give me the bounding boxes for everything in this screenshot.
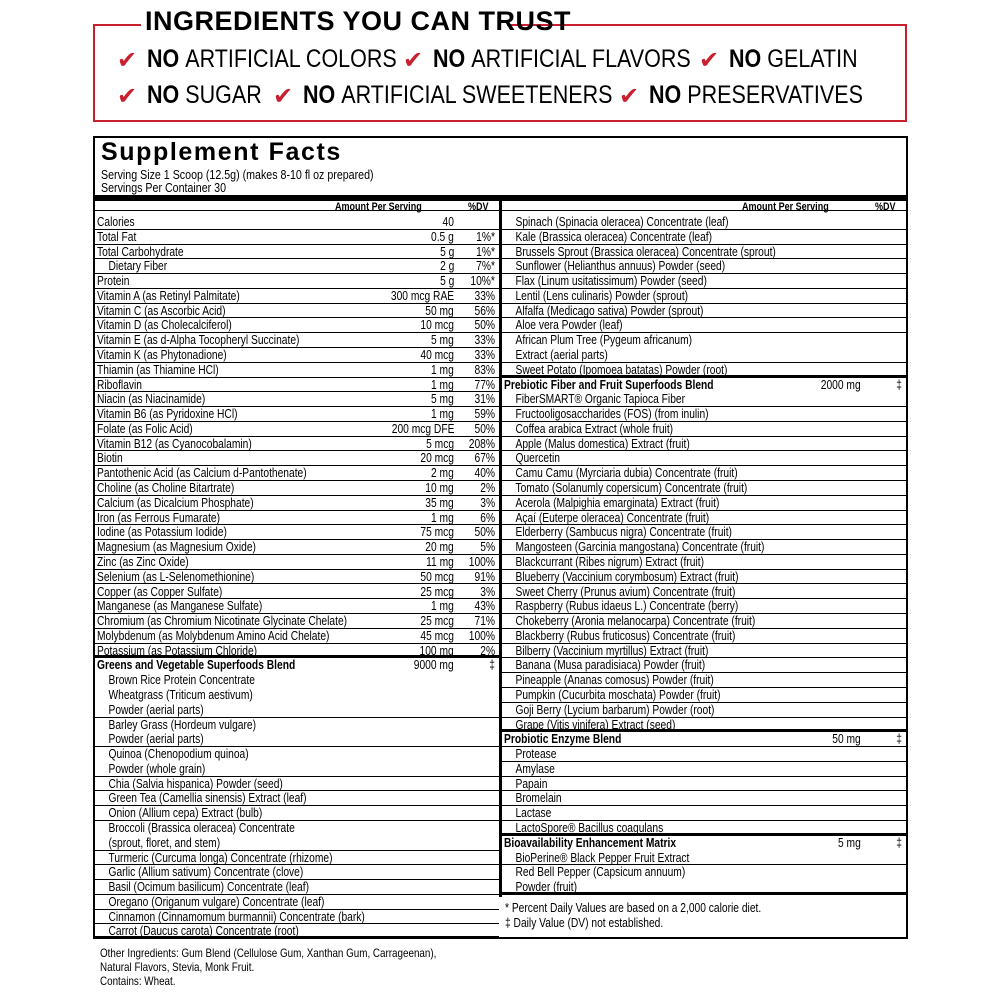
nutrient-label: Zinc (as Zinc Oxide) <box>97 554 189 569</box>
nutrient-row <box>95 851 499 866</box>
nutrient-row <box>502 747 906 762</box>
nutrient-label: Pantothenic Acid (as Calcium d-Pantothenate) <box>97 466 307 481</box>
nutrient-row <box>95 540 499 555</box>
nutrient-amount: 25 mcg <box>420 614 454 629</box>
nutrient-amount: 35 mg <box>425 495 454 510</box>
nutrient-label: Copper (as Copper Sulfate) <box>97 584 223 599</box>
nutrient-label: Iodine (as Potassium Iodide) <box>97 525 227 540</box>
nutrient-amount: 25 mcg <box>420 584 454 599</box>
nutrient-dv: 43% <box>474 599 495 614</box>
nutrient-label: Goji Berry (Lycium barbarum) Powder (root) <box>515 702 715 717</box>
nutrient-label: Garlic (Allium sativum) Concentrate (clove) <box>108 865 304 880</box>
header-dv: %DV <box>875 201 896 213</box>
nutrient-label: Greens and Vegetable Superfoods Blend <box>97 658 296 673</box>
nutrient-label: African Plum Tree (Pygeum africanum) <box>515 333 693 348</box>
nutrient-row <box>95 245 499 260</box>
nutrient-label: Vitamin A (as Retinyl Palmitate) <box>97 288 240 303</box>
footnotes <box>501 901 906 930</box>
nutrient-row <box>95 629 499 644</box>
nutrient-label: Bromelain <box>515 791 562 806</box>
nutrient-amount: 10 mcg <box>420 318 454 333</box>
contains-allergen: Contains: Wheat. <box>100 974 176 988</box>
nutrient-amount: 100 mg <box>419 643 454 658</box>
nutrient-row <box>502 407 906 422</box>
nutrient-label: Powder (aerial parts) <box>108 702 204 717</box>
nutrient-dv: 1%* <box>476 244 495 259</box>
nutrient-label: Barley Grass (Hordeum vulgare) <box>108 717 257 732</box>
nutrient-row <box>95 599 499 614</box>
nutrient-amount: 1 mg <box>431 362 454 377</box>
nutrient-dv: 33% <box>474 288 495 303</box>
nutrient-row <box>502 599 906 614</box>
nutrient-row <box>95 865 499 880</box>
nutrient-amount: 1 mg <box>431 377 454 392</box>
nutrient-row <box>95 392 499 407</box>
nutrient-label: Vitamin D (as Cholecalciferol) <box>97 318 232 333</box>
nutrient-row <box>502 658 906 673</box>
header-amount: Amount Per Serving <box>335 201 422 213</box>
nutrient-label: Powder (aerial parts) <box>108 732 204 747</box>
nutrient-label: Apple (Malus domestica) Extract (fruit) <box>515 436 690 451</box>
nutrient-row <box>502 644 906 659</box>
nutrient-dv: ‡ <box>489 658 495 673</box>
nutrient-dv: 50% <box>474 421 495 436</box>
nutrient-label: FiberSMART® Organic Tapioca Fiber <box>515 392 686 407</box>
nutrient-dv: 33% <box>474 333 495 348</box>
nutrient-dv: ‡ <box>896 835 902 850</box>
nutrient-label: BioPerine® Black Pepper Fruit Extract <box>515 850 690 865</box>
banner-title: INGREDIENTS YOU CAN TRUST <box>145 6 572 36</box>
nutrient-row <box>95 836 499 851</box>
nutrient-row <box>502 718 906 733</box>
nutrient-label: Tomato (Solanumly copersicum) Concentrate (fruit) <box>515 481 748 496</box>
nutrient-label: Magnesium (as Magnesium Oxide) <box>97 540 256 555</box>
nutrient-dv: 3% <box>480 584 495 599</box>
nutrient-label: Vitamin E (as d-Alpha Tocopheryl Succinate) <box>97 333 300 348</box>
nutrient-dv: 208% <box>468 436 495 451</box>
nutrient-row <box>95 614 499 629</box>
nutrient-row <box>502 762 906 777</box>
nutrient-label: Choline (as Choline Bitartrate) <box>97 481 235 496</box>
nutrient-label: Quinoa (Chenopodium quinoa) <box>108 747 249 762</box>
nutrient-label: Turmeric (Curcuma longa) Concentrate (rhizome) <box>108 850 333 865</box>
nutrient-amount: 5 g <box>439 244 454 259</box>
nutrient-label: Powder (whole grain) <box>108 761 206 776</box>
nutrient-label: Alfalfa (Medicago sativa) Powder (sprout) <box>515 303 704 318</box>
blend-row <box>95 658 499 673</box>
nutrient-row <box>95 230 499 245</box>
nutrient-label: Oregano (Origanum vulgare) Concentrate (leaf) <box>108 894 325 909</box>
nutrient-dv: 3% <box>480 495 495 510</box>
nutrient-amount: 20 mcg <box>420 451 454 466</box>
nutrient-label: Manganese (as Manganese Sulfate) <box>97 599 263 614</box>
nutrient-label: Coffea arabica Extract (whole fruit) <box>515 421 674 436</box>
nutrient-row <box>95 407 499 422</box>
nutrient-label: Green Tea (Camellia sinensis) Extract (leaf) <box>108 791 307 806</box>
nutrient-label: Sweet Cherry (Prunus avium) Concentrate (fruit) <box>515 584 736 599</box>
nutrient-row <box>95 806 499 821</box>
nutrient-row <box>502 466 906 481</box>
nutrient-row <box>95 910 499 925</box>
nutrient-row <box>502 673 906 688</box>
nutrient-label: Iron (as Ferrous Fumarate) <box>97 510 221 525</box>
nutrient-row <box>502 880 906 895</box>
checkmark-icon: ✔ <box>117 81 138 110</box>
nutrient-label: Acerola (Malpighia emarginata) Extract (fruit) <box>515 495 720 510</box>
nutrient-row <box>95 747 499 762</box>
nutrient-row <box>502 806 906 821</box>
nutrient-row <box>502 821 906 836</box>
nutrient-row <box>95 481 499 496</box>
nutrient-dv: 10%* <box>470 274 495 289</box>
nutrient-amount: 5 mg <box>431 392 454 407</box>
nutrient-label: Carrot (Daucus carota) Concentrate (root) <box>108 924 299 939</box>
nutrient-label: Red Bell Pepper (Capsicum annuum) <box>515 865 686 880</box>
nutrient-amount: 50 mg <box>425 303 454 318</box>
nutrient-amount: 40 mcg <box>420 348 454 363</box>
nutrient-row <box>95 688 499 703</box>
nutrient-row <box>502 703 906 718</box>
checkmark-icon: ✔ <box>273 81 294 110</box>
nutrient-label: Dietary Fiber <box>108 259 168 274</box>
nutrient-row <box>95 880 499 895</box>
nutrient-row <box>502 348 906 363</box>
left-column-header <box>95 195 499 211</box>
nutrient-row <box>502 540 906 555</box>
nutrient-dv: 50% <box>474 318 495 333</box>
nutrient-row <box>502 318 906 333</box>
nutrient-label: Niacin (as Niacinamide) <box>97 392 206 407</box>
nutrient-dv: 71% <box>474 614 495 629</box>
footnote-not-established: ‡ Daily Value (DV) not established. <box>505 916 664 930</box>
nutrient-label: Chia (Salvia hispanica) Powder (seed) <box>108 776 283 791</box>
nutrient-dv: ‡ <box>896 732 902 747</box>
nutrient-row <box>95 437 499 452</box>
nutrient-amount: 5 mcg <box>426 436 454 451</box>
nutrient-label: LactoSpore® Bacillus coagulans <box>515 820 664 835</box>
nutrient-label: Probiotic Enzyme Blend <box>504 732 622 747</box>
nutrient-row <box>502 333 906 348</box>
nutrient-label: Molybdenum (as Molybdenum Amino Acid Chelate) <box>97 628 330 643</box>
nutrient-label: Camu Camu (Myrciaria dubia) Concentrate (fruit) <box>515 466 738 481</box>
nutrient-row <box>502 245 906 260</box>
nutrient-label: Blueberry (Vaccinium corymbosum) Extract (fruit) <box>515 569 739 584</box>
header-amount: Amount Per Serving <box>742 201 829 213</box>
nutrient-row <box>502 392 906 407</box>
nutrient-label: Basil (Ocimum basilicum) Concentrate (leaf) <box>108 880 309 895</box>
nutrient-dv: 6% <box>480 510 495 525</box>
nutrient-label: Grape (Vitis vinifera) Extract (seed) <box>515 717 676 732</box>
nutrient-row <box>502 437 906 452</box>
nutrient-label: Brussels Sprout (Brassica oleracea) Concentrate (sprout) <box>515 244 776 259</box>
claim-no-preservatives: ✔ NO PRESERVATIVES <box>619 81 864 110</box>
nutrient-dv: 7%* <box>476 259 495 274</box>
nutrient-amount: 11 mg <box>426 554 454 569</box>
nutrient-dv: 77% <box>474 377 495 392</box>
nutrient-row <box>95 348 499 363</box>
claim-no-sugar: ✔ NO SUGAR <box>117 81 262 110</box>
nutrient-label: Riboflavin <box>97 377 143 392</box>
nutrient-amount: 50 mcg <box>420 569 454 584</box>
nutrient-label: Onion (Allium cepa) Extract (bulb) <box>108 806 263 821</box>
nutrient-dv: 2% <box>480 643 495 658</box>
serving-size: Serving Size 1 Scoop (12.5g) (makes 8-10 fl oz prepared) <box>101 167 374 182</box>
nutrient-label: Selenium (as L-Selenomethionine) <box>97 569 255 584</box>
nutrient-label: Fructooligosaccharides (FOS) (from inulin) <box>515 407 709 422</box>
nutrient-row <box>95 821 499 836</box>
nutrient-label: Blackcurrant (Ribes nigrum) Extract (fruit) <box>515 554 705 569</box>
nutrient-row <box>502 496 906 511</box>
nutrient-row <box>95 585 499 600</box>
nutrient-label: Chromium (as Chromium Nicotinate Glycinate Chelate) <box>97 614 348 629</box>
checkmark-icon: ✔ <box>117 45 138 74</box>
nutrient-label: Aloe vera Powder (leaf) <box>515 318 623 333</box>
nutrient-row <box>502 511 906 526</box>
nutrient-amount: 20 mg <box>425 540 454 555</box>
nutrient-label: Potassium (as Potassium Chloride) <box>97 643 258 658</box>
nutrient-row <box>95 570 499 585</box>
nutrient-amount: 1 mg <box>431 407 454 422</box>
nutrient-row <box>95 644 499 659</box>
nutrient-row <box>502 230 906 245</box>
nutrient-row <box>502 585 906 600</box>
nutrient-row <box>95 777 499 792</box>
nutrient-label: Vitamin K (as Phytonadione) <box>97 348 227 363</box>
nutrient-label: Elderberry (Sambucus nigra) Concentrate (fruit) <box>515 525 732 540</box>
nutrient-label: Pineapple (Ananas comosus) Powder (fruit) <box>515 673 714 688</box>
nutrient-dv: 31% <box>474 392 495 407</box>
nutrient-row <box>95 466 499 481</box>
nutrient-amount: 5 g <box>439 274 454 289</box>
nutrient-row <box>95 259 499 274</box>
nutrient-label: Açaí (Euterpe oleracea) Concentrate (fruit) <box>515 510 710 525</box>
nutrient-amount: 2 mg <box>431 466 454 481</box>
nutrient-row <box>502 481 906 496</box>
nutrient-label: Quercetin <box>515 451 560 466</box>
nutrient-label: Kale (Brassica oleracea) Concentrate (leaf) <box>515 229 713 244</box>
nutrient-label: Prebiotic Fiber and Fruit Superfoods Blend <box>504 377 714 392</box>
nutrient-label: (sprout, floret, and stem) <box>108 835 221 850</box>
claim-no-artificial-sweeteners: ✔ NO ARTIFICIAL SWEETENERS <box>273 81 613 110</box>
nutrient-row <box>95 555 499 570</box>
nutrient-dv: ‡ <box>896 377 902 392</box>
nutrient-row <box>95 673 499 688</box>
nutrient-label: Lentil (Lens culinaris) Powder (sprout) <box>515 288 689 303</box>
nutrient-dv: 2% <box>480 481 495 496</box>
nutrient-label: Raspberry (Rubus idaeus L.) Concentrate (berry) <box>515 599 739 614</box>
nutrient-label: Banana (Musa paradisiaca) Powder (fruit) <box>515 658 706 673</box>
other-ingredients-line: Other Ingredients: Gum Blend (Cellulose Gum, Xanthan Gum, Carrageenan), <box>100 946 437 960</box>
nutrient-row <box>95 718 499 733</box>
nutrient-label: Broccoli (Brassica oleracea) Concentrate <box>108 820 295 835</box>
nutrient-amount: 0.5 g <box>431 229 454 244</box>
supplement-facts-panel <box>93 136 908 939</box>
nutrient-row <box>95 511 499 526</box>
nutrient-row <box>502 614 906 629</box>
checkmark-icon: ✔ <box>699 45 720 74</box>
nutrient-amount: 1 mg <box>431 599 454 614</box>
nutrient-row <box>502 570 906 585</box>
footnote-dv: * Percent Daily Values are based on a 2,000 calorie diet. <box>505 901 762 915</box>
nutrient-label: Calcium (as Dicalcium Phosphate) <box>97 495 254 510</box>
nutrient-dv: 59% <box>474 407 495 422</box>
claim-no-gelatin: ✔ NO GELATIN <box>699 45 858 74</box>
other-ingredients-line: Natural Flavors, Stevia, Monk Fruit. <box>100 960 255 974</box>
nutrient-dv: 1%* <box>476 229 495 244</box>
nutrient-amount: 50 mg <box>832 732 861 747</box>
nutrient-label: Wheatgrass (Triticum aestivum) <box>108 687 253 702</box>
nutrient-label: Protease <box>515 747 557 762</box>
nutrient-amount: 10 mg <box>425 481 454 496</box>
claim-no-artificial-colors: ✔ NO ARTIFICIAL COLORS <box>117 45 397 74</box>
nutrient-label: Amylase <box>515 761 555 776</box>
nutrient-row <box>502 289 906 304</box>
nutrient-row <box>502 851 906 866</box>
nutrient-row <box>95 363 499 378</box>
nutrient-label: Sunflower (Helianthus annuus) Powder (seed) <box>515 259 726 274</box>
nutrient-label: Mangosteen (Garcinia mangostana) Concentrate (fruit) <box>515 540 765 555</box>
nutrient-label: Total Fat <box>97 229 137 244</box>
nutrient-row <box>95 525 499 540</box>
nutrient-dv: 33% <box>474 348 495 363</box>
nutrient-amount: 9000 mg <box>414 658 454 673</box>
nutrient-amount: 2 g <box>439 259 454 274</box>
nutrient-label: Lactase <box>515 806 552 821</box>
nutrient-row <box>95 496 499 511</box>
nutrient-row <box>95 333 499 348</box>
nutrient-label: Spinach (Spinacia oleracea) Concentrate (leaf) <box>515 215 729 229</box>
header-dv: %DV <box>468 201 489 213</box>
nutrient-row <box>95 215 499 230</box>
nutrient-label: Bilberry (Vaccinium myrtillus) Extract (fruit) <box>515 643 709 658</box>
nutrient-label: Pumpkin (Cucurbita moschata) Powder (fruit) <box>515 687 721 702</box>
nutrient-label: Sweet Potato (Ipomoea batatas) Powder (root) <box>515 362 728 377</box>
supplement-facts-title: Supplement Facts <box>101 138 342 166</box>
nutrient-label: Flax (Linum usitatissimum) Powder (seed) <box>515 274 707 289</box>
nutrient-label: Vitamin C (as Ascorbic Acid) <box>97 303 226 318</box>
right-column-header <box>502 195 906 211</box>
nutrient-amount: 200 mcg DFE <box>391 421 454 436</box>
nutrient-label: Powder (fruit) <box>515 880 578 895</box>
nutrient-label: Calories <box>97 215 135 229</box>
nutrient-row <box>95 451 499 466</box>
nutrient-label: Brown Rice Protein Concentrate <box>108 673 255 688</box>
nutrient-row <box>502 422 906 437</box>
nutrient-row <box>95 703 499 718</box>
nutrient-amount: 2000 mg <box>821 377 861 392</box>
nutrient-row <box>95 924 499 939</box>
nutrient-row <box>95 422 499 437</box>
nutrient-row <box>95 791 499 806</box>
nutrient-row <box>502 451 906 466</box>
other-ingredients <box>100 946 510 988</box>
nutrient-row <box>95 274 499 289</box>
nutrient-row <box>502 688 906 703</box>
nutrient-label: Papain <box>515 776 548 791</box>
nutrient-dv: 40% <box>474 466 495 481</box>
nutrient-label: Thiamin (as Thiamine HCl) <box>97 362 219 377</box>
nutrient-row <box>95 318 499 333</box>
nutrient-dv: 50% <box>474 525 495 540</box>
nutrient-amount: 45 mcg <box>420 628 454 643</box>
nutrient-amount: 5 mg <box>431 333 454 348</box>
nutrient-row <box>502 791 906 806</box>
nutrient-row <box>95 732 499 747</box>
nutrient-dv: 67% <box>474 451 495 466</box>
checkmark-icon: ✔ <box>403 45 424 74</box>
blend-row <box>502 378 906 393</box>
nutrient-row <box>95 289 499 304</box>
nutrient-amount: 5 mg <box>838 835 861 850</box>
nutrient-amount: 40 <box>442 215 454 229</box>
nutrient-label: Bioavailability Enhancement Matrix <box>504 835 677 850</box>
nutrient-label: Biotin <box>97 451 123 466</box>
nutrient-row <box>95 762 499 777</box>
nutrient-row <box>502 363 906 378</box>
nutrient-amount: 300 mcg RAE <box>390 288 454 303</box>
nutrient-label: Cinnamon (Cinnamomum burmannii) Concentrate (bark) <box>108 909 365 924</box>
nutrient-row <box>502 525 906 540</box>
blend-row <box>502 732 906 747</box>
nutrient-label: Folate (as Folic Acid) <box>97 421 193 436</box>
nutrient-amount: 1 mg <box>431 510 454 525</box>
nutrient-row <box>502 777 906 792</box>
nutrient-dv: 100% <box>468 554 495 569</box>
nutrient-dv: 91% <box>474 569 495 584</box>
nutrient-dv: 100% <box>468 628 495 643</box>
checkmark-icon: ✔ <box>619 81 640 110</box>
nutrient-dv: 83% <box>474 362 495 377</box>
nutrient-label: Blackberry (Rubus fruticosus) Concentrate (fruit) <box>515 628 736 643</box>
nutrient-label: Total Carbohydrate <box>97 244 184 259</box>
claim-no-artificial-flavors: ✔ NO ARTIFICIAL FLAVORS <box>403 45 691 74</box>
nutrient-label: Extract (aerial parts) <box>515 348 608 363</box>
nutrient-dv: 5% <box>480 540 495 555</box>
nutrient-label: Protein <box>97 274 130 289</box>
nutrient-label: Chokeberry (Aronia melanocarpa) Concentrate (fruit) <box>515 614 756 629</box>
nutrient-row <box>95 378 499 393</box>
nutrient-row <box>502 215 906 230</box>
nutrient-row <box>95 895 499 910</box>
nutrient-row <box>95 304 499 319</box>
nutrient-dv: 56% <box>474 303 495 318</box>
nutrient-label: Vitamin B12 (as Cyanocobalamin) <box>97 436 252 451</box>
nutrient-row <box>502 629 906 644</box>
blend-row <box>502 836 906 851</box>
nutrient-label: Vitamin B6 (as Pyridoxine HCl) <box>97 407 238 422</box>
servings-per-container: Servings Per Container 30 <box>101 180 227 195</box>
nutrient-row <box>502 555 906 570</box>
nutrient-amount: 75 mcg <box>420 525 454 540</box>
nutrient-row <box>502 259 906 274</box>
nutrient-row <box>502 865 906 880</box>
nutrient-row <box>502 304 906 319</box>
nutrient-row <box>502 274 906 289</box>
